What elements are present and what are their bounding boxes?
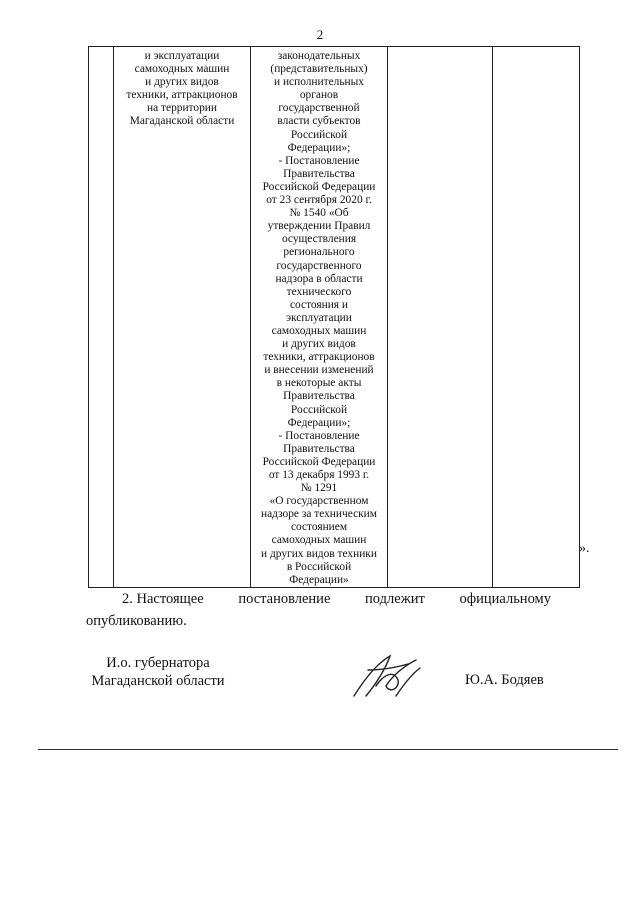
legal-act-line: в Российской	[286, 560, 352, 573]
legal-act-line: состояния и	[289, 298, 348, 311]
legal-act-line: государственной	[278, 102, 360, 115]
table-cell-legal-acts	[251, 47, 388, 588]
description-line: техники, аттракционов	[126, 89, 238, 102]
paragraph-word: официальному	[459, 591, 551, 607]
legal-act-line: от 13 декабря 1993 г.	[268, 469, 370, 481]
legal-act-line: Федерации»;	[287, 141, 351, 154]
legal-act-line: Правительства	[283, 442, 355, 455]
legal-act-line: органов	[299, 89, 339, 102]
table-row	[89, 47, 580, 588]
legal-act-line: Российской Федерации	[262, 455, 376, 468]
legal-act-line: государственного	[276, 259, 362, 272]
legal-act-line: осуществления	[281, 233, 357, 246]
legal-act-line: (представительных)	[270, 63, 368, 76]
legal-act-line: - Постановление	[278, 429, 360, 442]
legal-act-line: эксплуатации	[286, 311, 352, 324]
paragraph-word: подлежит	[365, 591, 425, 607]
legal-act-line: № 1291	[300, 482, 338, 495]
legal-act-line: Российской Федерации	[262, 180, 376, 193]
table-cell-number	[89, 47, 114, 588]
legal-act-line: власти субъектов	[277, 115, 361, 128]
description-text	[114, 47, 250, 129]
signer-title-line: Магаданской области	[91, 673, 225, 689]
legal-act-line: от 23 сентября 2020 г.	[266, 194, 372, 207]
table-cell-empty-4	[388, 47, 493, 588]
legal-act-line: техники, аттракционов	[263, 351, 375, 364]
description-line: самоходных машин	[134, 63, 230, 76]
legal-act-line: Российской	[290, 403, 348, 416]
table-cell-description	[114, 47, 251, 588]
legal-act-line: утверждении Правил	[267, 220, 371, 233]
legal-act-line: самоходных машин	[271, 324, 367, 337]
legal-act-line: Российской	[290, 128, 348, 141]
legal-act-line: - Постановление	[278, 154, 360, 167]
handwritten-signature	[346, 650, 426, 702]
signer-name: Ю.А. Бодяев	[465, 672, 544, 688]
paragraph-word: 2. Настоящее	[122, 591, 204, 607]
paragraph-line-1	[122, 591, 551, 608]
legal-act-line: в некоторые акты	[276, 377, 362, 390]
legal-act-line: надзора в области	[275, 272, 363, 285]
legal-act-line: Правительства	[283, 390, 355, 403]
closing-quote-mark: ».	[579, 541, 590, 556]
description-line: и эксплуатации	[144, 50, 220, 62]
legal-act-line: надзоре за техническим	[261, 508, 377, 521]
legal-act-line: № 1540 «Об	[289, 207, 349, 220]
legal-act-line: регионального	[283, 246, 355, 259]
legal-act-line: законодательных	[277, 50, 361, 62]
page-number: 2	[316, 27, 324, 42]
legal-act-line: и внесении изменений	[264, 364, 374, 377]
legal-act-line: и исполнительных	[274, 76, 364, 89]
legal-act-line: состоянием	[290, 521, 348, 534]
signer-title-line: И.о. губернатора	[106, 655, 210, 671]
signer-title	[88, 654, 228, 690]
legal-act-line: Правительства	[283, 167, 355, 180]
description-line: на территории	[147, 102, 217, 115]
legal-act-line: Федерации»;	[287, 416, 351, 429]
legal-act-line: Федерации»	[289, 573, 349, 586]
paragraph-line-2: опубликованию.	[86, 613, 187, 629]
legal-act-line: технического	[286, 285, 352, 298]
legal-act-line: самоходных машин	[271, 534, 367, 547]
paragraph-word: постановление	[238, 591, 331, 607]
legal-acts-text	[251, 47, 387, 587]
legal-act-line: «О государственном	[269, 495, 369, 508]
table-cell-empty-5	[493, 47, 580, 588]
legislation-table	[88, 46, 580, 588]
legal-act-line: и других видов техники	[261, 547, 377, 560]
description-line: и других видов	[145, 76, 219, 89]
description-line: Магаданской области	[129, 115, 235, 128]
legal-act-line: и других видов	[282, 338, 356, 351]
bottom-divider	[38, 749, 618, 750]
